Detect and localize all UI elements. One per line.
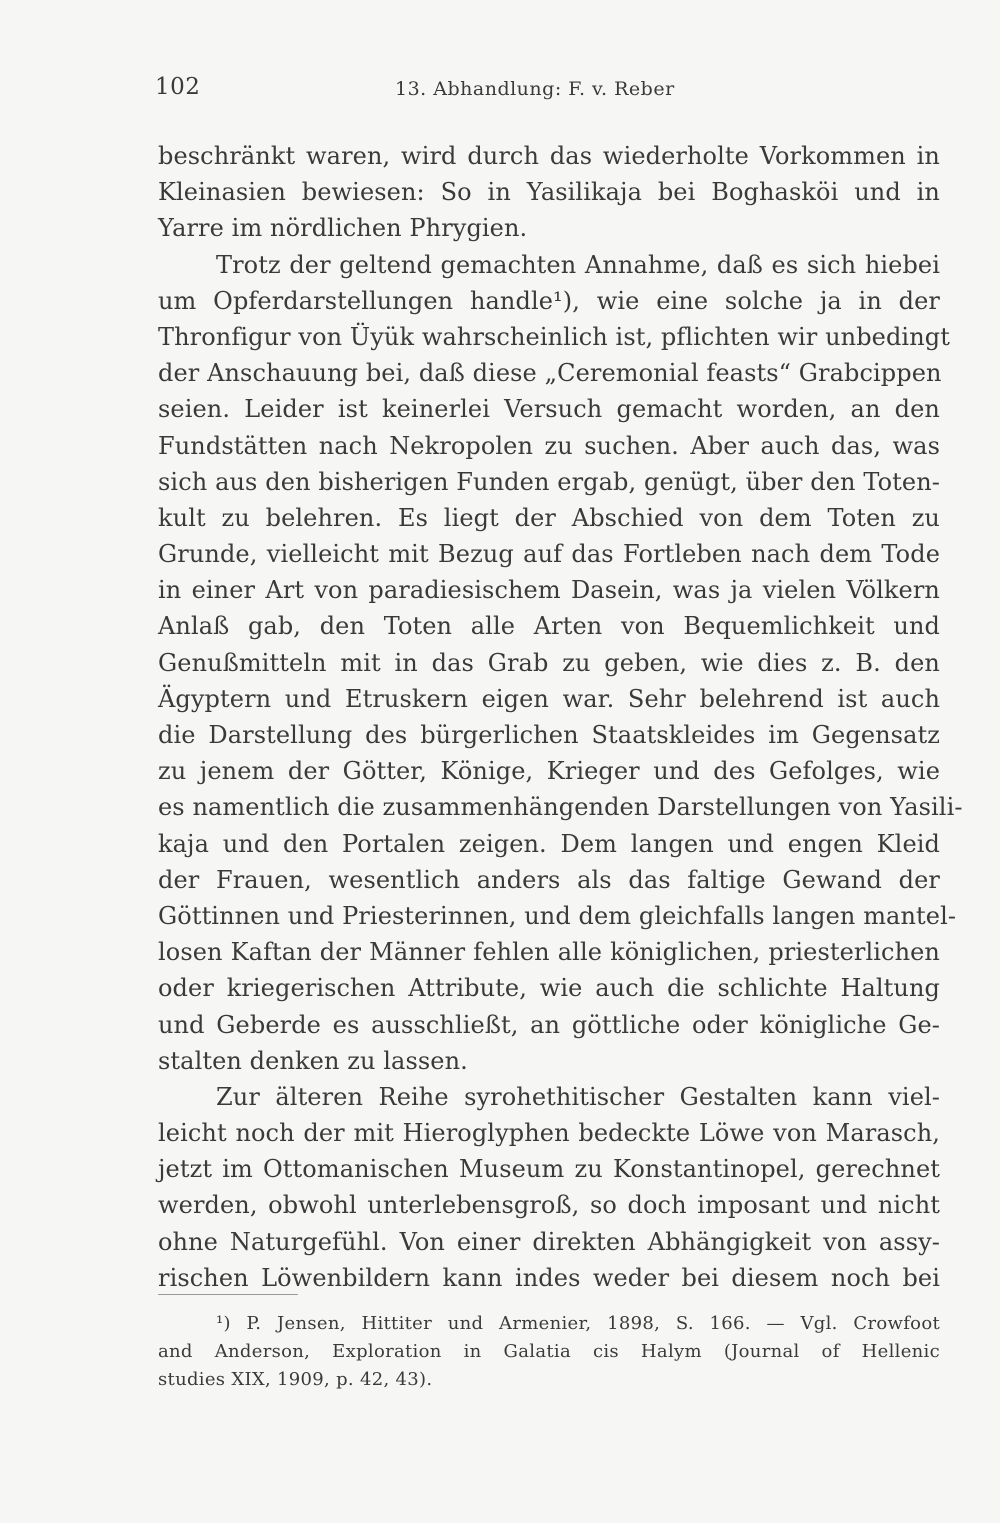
text-line: Göttinnen und Priesterinnen, und dem gleichfalls langen mantel- [158, 901, 957, 930]
text-line: Zur älteren Reihe syrohethitischer Gestalten kann viel- [216, 1082, 940, 1111]
text-line: oder kriegerischen Attribute, wie auch die schlichte Haltung [158, 974, 940, 1003]
text-line: und Geberde es ausschließt, an göttliche oder königliche Ge- [158, 1010, 940, 1039]
text-line: es namentlich die zusammenhängenden Darstellungen von Yasili- [158, 793, 963, 822]
text-line: zu jenem der Götter, Könige, Krieger und des Gefolges, wie [158, 757, 940, 786]
text-line: sich aus den bisherigen Funden ergab, genügt, über den Toten- [158, 467, 940, 496]
text-line: die Darstellung des bürgerlichen Staatskleides im Gegensatz [158, 721, 940, 749]
text-line: Fundstätten nach Nekropolen zu suchen. Aber auch das, was [158, 431, 940, 460]
text-line: in einer Art von paradiesischem Dasein, was ja vielen Völkern [158, 576, 940, 605]
text-line: seien. Leider ist keinerlei Versuch gemacht worden, an den [158, 395, 940, 424]
text-line: Ägyptern und Etruskern eigen war. Sehr belehrend ist auch [158, 684, 940, 713]
text-line: Trotz der geltend gemachten Annahme, daß es sich hiebei [216, 250, 940, 279]
footnote-line: and Anderson, Exploration in Galatia cis Halym (Journal of Hellenic [158, 1341, 940, 1362]
text-line: losen Kaftan der Männer fehlen alle königlichen, priesterlichen [158, 938, 940, 967]
text-line: werden, obwohl unterlebensgroß, so doch imposant und nicht [158, 1191, 940, 1220]
text-line: der Frauen, wesentlich anders als das faltige Gewand der [158, 865, 940, 894]
text-line: beschränkt waren, wird durch das wiederholte Vorkommen in [158, 142, 940, 170]
text-line: Kleinasien bewiesen: So in Yasilikaja bei Boghasköi und in [158, 178, 940, 207]
text-line: Grunde, vielleicht mit Bezug auf das Fortleben nach dem Tode [158, 540, 940, 569]
text-line: Genußmitteln mit in das Grab zu geben, wie dies z. B. den [158, 648, 940, 677]
body-text [158, 138, 963, 1296]
text-line: stalten denken zu lassen. [158, 1046, 468, 1075]
text-line: Yarre im nördlichen Phrygien. [158, 214, 528, 243]
footnote [158, 1310, 940, 1394]
text-line: Thronfigur von Üyük wahrscheinlich ist, pflichten wir unbedingt [158, 322, 950, 351]
text-line: leicht noch der mit Hieroglyphen bedeckte Löwe von Marasch, [158, 1119, 940, 1148]
text-line: kaja und den Portalen zeigen. Dem langen und engen Kleid [158, 829, 940, 858]
text-line: kult zu belehren. Es liegt der Abschied von dem Toten zu [158, 503, 940, 532]
page-number: 102 [155, 74, 201, 100]
text-line: um Opferdarstellungen handle¹), wie eine solche ja in der [158, 286, 940, 315]
text-line: der Anschauung bei, daß diese „Ceremonial feasts“ Grabcippen [158, 359, 942, 388]
text-line: jetzt im Ottomanischen Museum zu Konstantinopel, gerechnet [158, 1155, 940, 1184]
footnote-divider [158, 1294, 298, 1295]
footnote-line: studies XIX, 1909, p. 42, 43). [158, 1369, 433, 1390]
text-line: Anlaß gab, den Toten alle Arten von Bequemlichkeit und [158, 612, 940, 641]
text-line: ohne Naturgefühl. Von einer direkten Abhängigkeit von assy- [158, 1227, 940, 1256]
text-line: rischen Löwenbildern kann indes weder bei diesem noch bei [158, 1263, 940, 1292]
running-header: 13. Abhandlung: F. v. Reber [395, 78, 675, 100]
footnote-line: ¹) P. Jensen, Hittiter und Armenier, 1898, S. 166. — Vgl. Crowfoot [216, 1313, 940, 1334]
